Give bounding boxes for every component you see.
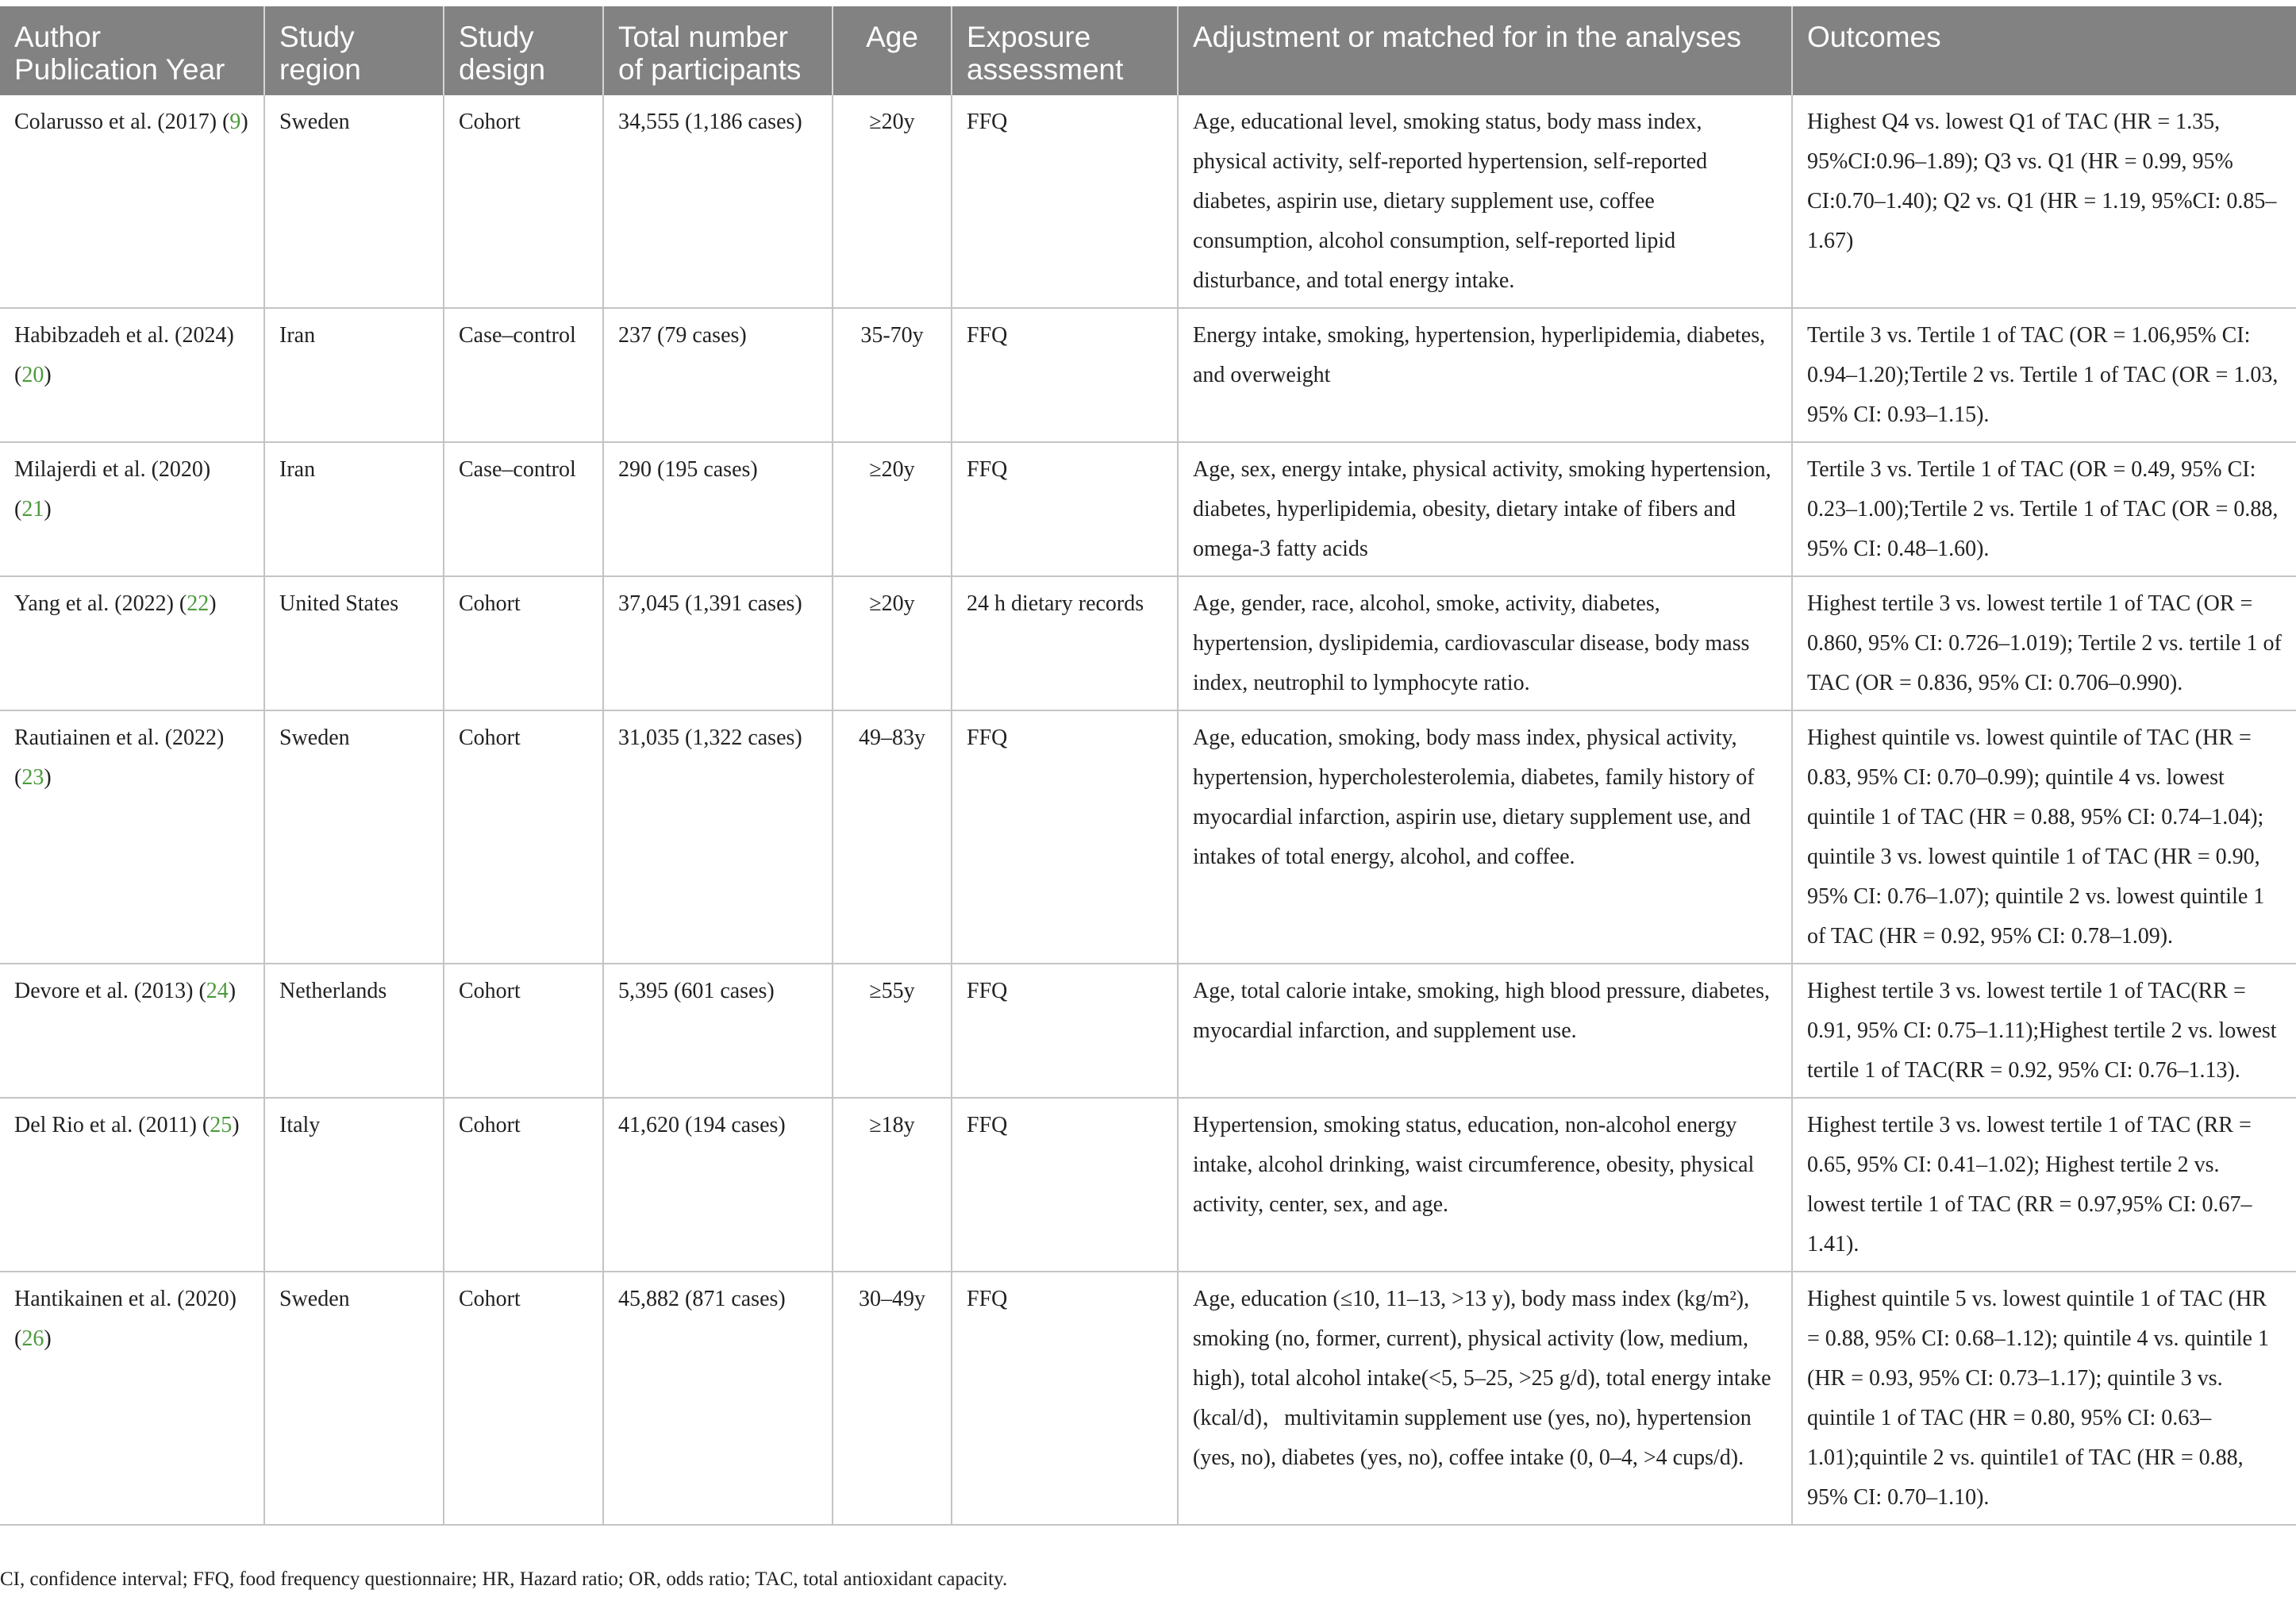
- table-row: [0, 964, 2296, 1098]
- cell-author: Yang et al. (2022) (22): [0, 576, 264, 710]
- cell-region: Italy: [264, 1098, 444, 1272]
- header-participants: [603, 6, 833, 95]
- cell-adjustment: Age, gender, race, alcohol, smoke, activity, diabetes, hypertension, dyslipidemia, cardiovascular disease, body mass index, neutrophil to lymphocyte ratio.: [1178, 576, 1792, 710]
- cell-region: Sweden: [264, 95, 444, 308]
- table-row: [0, 576, 2296, 710]
- cell-exposure: FFQ: [952, 710, 1178, 964]
- cell-adjustment: Energy intake, smoking, hypertension, hyperlipidemia, diabetes, and overweight: [1178, 308, 1792, 442]
- cell-design: Cohort: [444, 576, 603, 710]
- cell-adjustment: Age, education (≤10, 11–13, >13 y), body mass index (kg/m²), smoking (no, former, current), physical activity (low, medium, high), total alcohol intake(<5, 5–25, >25 g/d), total energy intake (kcal/d)，multivitamin supplement use (yes, no), hypertension (yes, no), diabetes (yes, no), coffee intake (0, 0–4, >4 cups/d).: [1178, 1272, 1792, 1525]
- cell-region: Sweden: [264, 1272, 444, 1525]
- header-exposure-line-2: assessment: [967, 53, 1124, 86]
- cell-participants: 34,555 (1,186 cases): [603, 95, 833, 308]
- cell-age: 35-70y: [833, 308, 952, 442]
- table-footnote: CI, confidence interval; FFQ, food frequency questionnaire; HR, Hazard ratio; OR, odds ratio; TAC, total antioxidant capacity.: [0, 1568, 1008, 1590]
- cell-exposure: FFQ: [952, 1098, 1178, 1272]
- cell-region: Iran: [264, 308, 444, 442]
- cell-outcomes: Highest tertile 3 vs. lowest tertile 1 of TAC(RR = 0.91, 95% CI: 0.75–1.11);Highest tertile 2 vs. lowest tertile 1 of TAC(RR = 0.92, 95% CI: 0.76–1.13).: [1792, 964, 2296, 1098]
- cell-age: 49–83y: [833, 710, 952, 964]
- cell-exposure: 24 h dietary records: [952, 576, 1178, 710]
- cell-author: Colarusso et al. (2017) (9): [0, 95, 264, 308]
- cell-design: Case–control: [444, 442, 603, 576]
- author-text: Yang et al. (2022): [14, 591, 174, 616]
- reference-link[interactable]: 25: [210, 1113, 233, 1137]
- cell-age: 30–49y: [833, 1272, 952, 1525]
- reference-link[interactable]: 20: [21, 363, 44, 387]
- cell-participants: 290 (195 cases): [603, 442, 833, 576]
- cell-author: Del Rio et al. (2011) (25): [0, 1098, 264, 1272]
- cell-participants: 41,620 (194 cases): [603, 1098, 833, 1272]
- cell-outcomes: Highest tertile 3 vs. lowest tertile 1 of TAC (OR = 0.860, 95% CI: 0.726–1.019); Tertile 2 vs. tertile 1 of TAC (OR = 0.836, 95% CI: 0.706–0.990).: [1792, 576, 2296, 710]
- cell-exposure: FFQ: [952, 964, 1178, 1098]
- table-row: [0, 710, 2296, 964]
- table-row: [0, 1098, 2296, 1272]
- cell-participants: 237 (79 cases): [603, 308, 833, 442]
- header-design-line-1: Study: [459, 21, 534, 53]
- header-participants-line-2: of participants: [618, 53, 802, 86]
- cell-participants: 45,882 (871 cases): [603, 1272, 833, 1525]
- header-author-line-1: Author: [14, 21, 102, 53]
- cell-age: ≥18y: [833, 1098, 952, 1272]
- header-row: [0, 6, 2296, 95]
- header-region-line-1: Study: [279, 21, 355, 53]
- cell-exposure: FFQ: [952, 1272, 1178, 1525]
- study-characteristics-table: [0, 6, 2296, 1526]
- cell-participants: 5,395 (601 cases): [603, 964, 833, 1098]
- header-exposure-line-1: Exposure: [967, 21, 1091, 53]
- cell-author: Devore et al. (2013) (24): [0, 964, 264, 1098]
- header-outcomes: [1792, 6, 2296, 95]
- header-age-line-1: Age: [866, 21, 918, 53]
- cell-design: Cohort: [444, 95, 603, 308]
- cell-design: Cohort: [444, 1098, 603, 1272]
- header-study-design: [444, 6, 603, 95]
- author-text: Devore et al. (2013): [14, 979, 194, 1003]
- reference-link[interactable]: 9: [229, 110, 241, 134]
- cell-outcomes: Highest quintile vs. lowest quintile of TAC (HR = 0.83, 95% CI: 0.70–0.99); quintile 4 vs. lowest quintile 1 of TAC (HR = 0.88, 95% CI: 0.74–1.04); quintile 3 vs. lowest quintile 1 of TAC (HR = 0.90, 95% CI: 0.76–1.07); quintile 2 vs. lowest quintile 1 of TAC (HR = 0.92, 95% CI: 0.78–1.09).: [1792, 710, 2296, 964]
- cell-region: Iran: [264, 442, 444, 576]
- table-row: [0, 95, 2296, 308]
- cell-exposure: FFQ: [952, 95, 1178, 308]
- cell-age: ≥55y: [833, 964, 952, 1098]
- cell-adjustment: Age, total calorie intake, smoking, high blood pressure, diabetes, myocardial infarction, and supplement use.: [1178, 964, 1792, 1098]
- author-text: Colarusso et al. (2017): [14, 110, 217, 134]
- header-region-line-2: region: [279, 53, 361, 86]
- study-characteristics-table-container: [0, 6, 2296, 1526]
- reference-link[interactable]: 22: [187, 591, 210, 616]
- header-author-line-2: Publication Year: [14, 53, 225, 86]
- cell-author: Hantikainen et al. (2020) (26): [0, 1272, 264, 1525]
- cell-design: Cohort: [444, 710, 603, 964]
- header-outcomes-line-1: Outcomes: [1807, 21, 1941, 53]
- cell-participants: 31,035 (1,322 cases): [603, 710, 833, 964]
- table-header: [0, 6, 2296, 95]
- reference-link[interactable]: 26: [21, 1326, 44, 1351]
- author-text: Del Rio et al. (2011): [14, 1113, 197, 1137]
- author-text: Milajerdi et al. (2020): [14, 457, 211, 482]
- header-design-line-2: design: [459, 53, 546, 86]
- cell-design: Cohort: [444, 1272, 603, 1525]
- cell-design: Case–control: [444, 308, 603, 442]
- reference-link[interactable]: 23: [21, 765, 44, 790]
- header-adjustment: [1178, 6, 1792, 95]
- cell-participants: 37,045 (1,391 cases): [603, 576, 833, 710]
- cell-outcomes: Tertile 3 vs. Tertile 1 of TAC (OR = 0.49, 95% CI: 0.23–1.00);Tertile 2 vs. Tertile 1 of TAC (OR = 0.88, 95% CI: 0.48–1.60).: [1792, 442, 2296, 576]
- cell-exposure: FFQ: [952, 442, 1178, 576]
- cell-design: Cohort: [444, 964, 603, 1098]
- cell-age: ≥20y: [833, 576, 952, 710]
- cell-exposure: FFQ: [952, 308, 1178, 442]
- author-text: Rautiainen et al. (2022): [14, 725, 225, 750]
- reference-link[interactable]: 24: [206, 979, 229, 1003]
- table-row: [0, 308, 2296, 442]
- cell-adjustment: Age, educational level, smoking status, body mass index, physical activity, self-reported hypertension, self-reported diabetes, aspirin use, dietary supplement use, coffee consumption, alcohol consumption, self-reported lipid disturbance, and total energy intake.: [1178, 95, 1792, 308]
- table-body: [0, 95, 2296, 1525]
- cell-outcomes: Highest quintile 5 vs. lowest quintile 1 of TAC (HR = 0.88, 95% CI: 0.68–1.12); quintile 4 vs. quintile 1 (HR = 0.93, 95% CI: 0.73–1.17); quintile 3 vs. quintile 1 of TAC (HR = 0.80, 95% CI: 0.63–1.01);quintile 2 vs. quintile1 of TAC (HR = 0.88, 95% CI: 0.70–1.10).: [1792, 1272, 2296, 1525]
- header-author: [0, 6, 264, 95]
- cell-region: Sweden: [264, 710, 444, 964]
- header-age: [833, 6, 952, 95]
- cell-age: ≥20y: [833, 95, 952, 308]
- cell-outcomes: Highest Q4 vs. lowest Q1 of TAC (HR = 1.35, 95%CI:0.96–1.89); Q3 vs. Q1 (HR = 0.99, 95% CI:0.70–1.40); Q2 vs. Q1 (HR = 1.19, 95%CI: 0.85–1.67): [1792, 95, 2296, 308]
- cell-age: ≥20y: [833, 442, 952, 576]
- cell-author: Rautiainen et al. (2022) (23): [0, 710, 264, 964]
- cell-adjustment: Age, sex, energy intake, physical activity, smoking hypertension, diabetes, hyperlipidemia, obesity, dietary intake of fibers and omega-3 fatty acids: [1178, 442, 1792, 576]
- author-text: Hantikainen et al. (2020): [14, 1287, 237, 1311]
- cell-author: Milajerdi et al. (2020) (21): [0, 442, 264, 576]
- table-row: [0, 442, 2296, 576]
- cell-outcomes: Highest tertile 3 vs. lowest tertile 1 of TAC (RR = 0.65, 95% CI: 0.41–1.02); Highest tertile 2 vs. lowest tertile 1 of TAC (RR = 0.97,95% CI: 0.67–1.41).: [1792, 1098, 2296, 1272]
- cell-author: Habibzadeh et al. (2024) (20): [0, 308, 264, 442]
- cell-region: United States: [264, 576, 444, 710]
- header-exposure-assessment: [952, 6, 1178, 95]
- header-study-region: [264, 6, 444, 95]
- cell-adjustment: Age, education, smoking, body mass index, physical activity, hypertension, hypercholesterolemia, diabetes, family history of myocardial infarction, aspirin use, dietary supplement use, and intakes of total energy, alcohol, and coffee.: [1178, 710, 1792, 964]
- reference-link[interactable]: 21: [21, 497, 44, 521]
- cell-outcomes: Tertile 3 vs. Tertile 1 of TAC (OR = 1.06,95% CI: 0.94–1.20);Tertile 2 vs. Tertile 1 of TAC (OR = 1.03, 95% CI: 0.93–1.15).: [1792, 308, 2296, 442]
- header-adjustment-line-1: Adjustment or matched for in the analyses: [1193, 21, 1742, 53]
- table-row: [0, 1272, 2296, 1525]
- cell-adjustment: Hypertension, smoking status, education, non-alcohol energy intake, alcohol drinking, waist circumference, obesity, physical activity, center, sex, and age.: [1178, 1098, 1792, 1272]
- cell-region: Netherlands: [264, 964, 444, 1098]
- author-text: Habibzadeh et al. (2024): [14, 323, 234, 348]
- header-participants-line-1: Total number: [618, 21, 788, 53]
